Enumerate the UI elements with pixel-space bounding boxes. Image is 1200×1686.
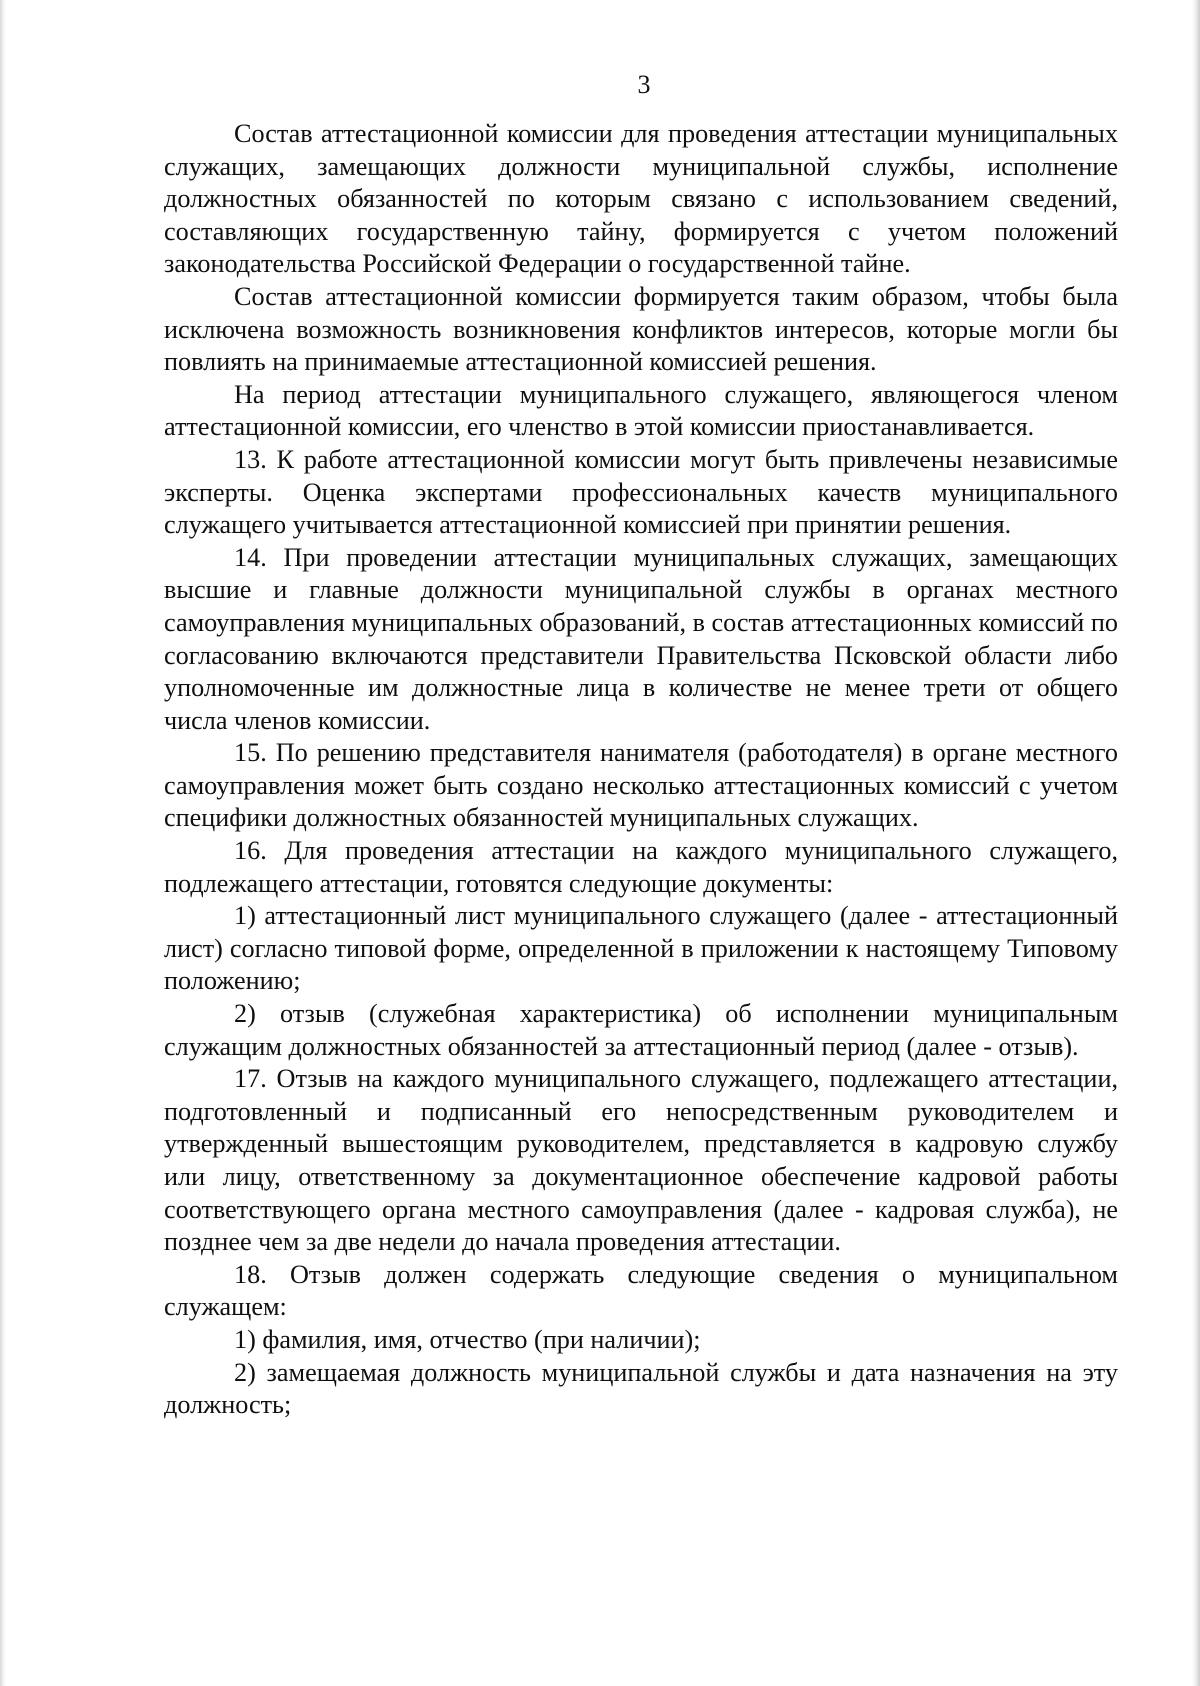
paragraph-18-item-1: 1) фамилия, имя, отчество (при наличии); — [234, 1324, 701, 1354]
document-body — [164, 118, 1118, 1422]
paragraph-17-review: 17. Отзыв на каждого муниципального служащего, подлежащего аттестации, подготовленный и подписанный его непосредственным руководителем и утвержденный вышестоящим руководителем, представляется в кадровую службу или лицу, ответственному за документационное обеспечение кадровой работы соответствующего органа местного самоуправления (далее - кадровая служба), не позднее чем за две недели до начала проведения аттестации. — [164, 1064, 1118, 1257]
paragraph-13-experts: 13. К работе аттестационной комиссии могут быть привлечены независимые эксперты. Оценка экспертами профессиональных качеств муниципального служащего учитывается аттестационной комиссией при принятии решения. — [164, 444, 1118, 540]
paragraph-18-item-2: 2) замещаемая должность муниципальной службы и дата назначения на эту должность; — [164, 1357, 1118, 1420]
paragraph-commission-conflicts: Состав аттестационной комиссии формируется таким образом, чтобы была исключена возможность возникновения конфликтов интересов, которые могли бы повлиять на принимаемые аттестационной комиссией решения. — [164, 281, 1118, 377]
paragraph-member-suspension: На период аттестации муниципального служащего, являющегося членом аттестационной комиссии, его членство в этой комиссии приостанавливается. — [164, 379, 1118, 442]
paragraph-14-government-representatives: 14. При проведении аттестации муниципальных служащих, замещающих высшие и главные должности муниципальной службы в органах местного самоуправления муниципальных образований, в состав аттестационных комиссий по согласованию включаются представители Правительства Псковской области либо уполномоченные им должностные лица в количестве не менее трети от общего числа членов комиссии. — [164, 542, 1118, 735]
paragraph-16-item-1: 1) аттестационный лист муниципального служащего (далее - аттестационный лист) согласно типовой форме, определенной в приложении к настоящему Типовому положению; — [164, 901, 1118, 996]
paragraph-16-item-2: 2) отзыв (служебная характеристика) об исполнении муниципальным служащим должностных обязанностей за аттестационный период (далее - отзыв). — [164, 999, 1118, 1061]
paragraph-commission-secrecy: Состав аттестационной комиссии для проведения аттестации муниципальных служащих, замещающих должности муниципальной службы, исполнение должностных обязанностей по которым связано с использованием сведений, составляющих государственную тайну, формируется с учетом положений законодательства Российской Федерации о государственной тайне. — [164, 119, 1118, 279]
page-number: 3 — [637, 70, 651, 99]
scan-edge-left — [0, 0, 6, 1686]
paragraph-15-multiple-commissions: 15. По решению представителя нанимателя (работодателя) в органе местного самоуправления может быть создано несколько аттестационных комиссий с учетом специфики должностных обязанностей муниципальных служащих. — [164, 738, 1118, 833]
paragraph-18-review-contents: 18. Отзыв должен содержать следующие сведения о муниципальном служащем: — [164, 1259, 1118, 1322]
scan-edge-right — [1192, 0, 1200, 1686]
paragraph-16-documents: 16. Для проведения аттестации на каждого муниципального служащего, подлежащего аттестации, готовятся следующие документы: — [164, 836, 1118, 898]
